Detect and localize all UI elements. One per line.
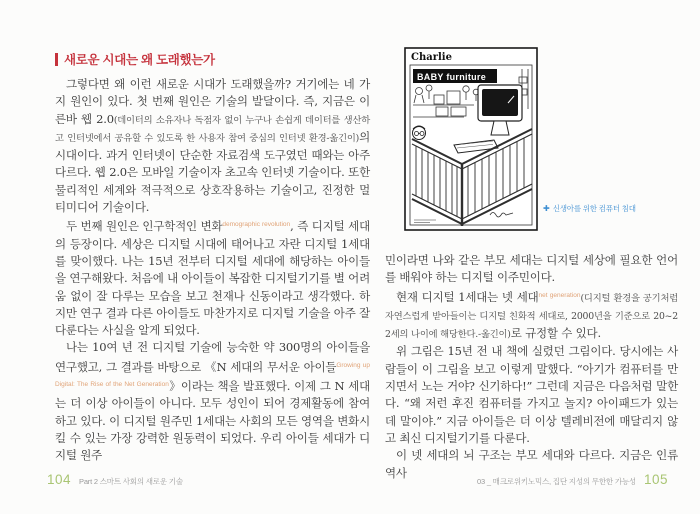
right-page-body: [385, 252, 678, 482]
baby-furniture-sign-text: BABY furniture: [417, 72, 487, 82]
paragraph: [385, 343, 678, 447]
left-page: [55, 50, 370, 465]
text-run-sup: Growing up Digital: The Rise of the Net Generation: [55, 361, 370, 389]
paragraph: [385, 252, 678, 287]
text-run-note: (디지털 환경을 공기처럼 자연스럽게 받아들이는 디지털 친화적 세대로, 2000년을 기준으로 20~22세의 나이에 해당한다.-옮긴이): [385, 292, 679, 341]
right-page-footer: [477, 472, 668, 487]
text-run-n: 의 시대이다. 과거 인터넷이 단순한 자료검색 도구였던 때와는 아주 다르다. 웹 2.0은 모바일 기술이자 초고속 인터넷 기술이다. 또한 물리적인 세계와 적극적으로 상호작용하는 기술이고, 진정한 멀티미디어 기술이다.: [55, 129, 370, 215]
cartoon-onlooker: [413, 126, 426, 140]
text-run-note: (데이터의 소유자나 독점자 없이 누구나 손쉽게 데이터를 생산하고 인터넷에서 공유할 수 있도록 한 사용자 참여 중심의 인터넷 환경-옮긴이): [55, 114, 371, 144]
text-run-sup: net generation: [538, 291, 581, 299]
cartoon-title: Charlie: [411, 52, 452, 63]
section-heading-text: 새로운 시대는 왜 도래했는가: [64, 53, 215, 67]
text-run-n: 현재 디지털 1세대는 넷 세대: [396, 289, 539, 304]
left-footer-section: Part 2 스마트 사회의 새로운 기술: [79, 477, 183, 486]
paragraph: [55, 76, 370, 216]
text-run-n: 이 넷 세대의 뇌 구조는 부모 세대와 다르다. 지금은 인류 역사: [385, 448, 678, 480]
figure-caption: [543, 203, 636, 214]
right-footer-section: 03 _ 매크로위키노믹스, 집단 지성의 무한한 가능성: [477, 477, 636, 486]
left-page-body: [55, 76, 370, 465]
text-run-n: 로 규정할 수 있다.: [510, 326, 601, 341]
text-run-n: 그렇다면 왜 이런 새로운 시대가 도래했을까? 거기에는 네 가지 원인이 있다. 첫 번째 원인은 기술의 발달이다. 즉, 지금은 이른바 웹 2.0: [55, 77, 370, 126]
paragraph: [385, 287, 678, 344]
paragraph: [55, 339, 370, 464]
cartoon-illustration: [404, 47, 538, 231]
text-run-n: 》이라는 책을 발표했다. 이제 그 N 세대는 더 이상 아이들이 아니다. 모두 성인이 되어 경제활동에 참여하고 있다. 이 디지털 원주민 1세대는 사회의 모든 영역을 변화시킬 수 있는 가장 강력한 원동력이 되었다. 우리 아이들 세대가 디지털 원주: [55, 379, 370, 463]
left-page-footer: [47, 472, 183, 487]
figure-caption-text: 신생아를 위한 컴퓨터 침대: [552, 204, 636, 213]
right-page-number: 105: [643, 472, 668, 487]
plus-icon: ✚: [543, 203, 550, 213]
text-run-sup: demographic revolution: [222, 221, 291, 229]
text-run-n: , 즉 디지털 세대의 등장이다. 세상은 디지털 시대에 태어나고 자란 디지털 1세대를 맞이했다. 나는 15년 전부터 디지털 세대에 해당하는 아이들을 연구해왔다. 처음에 내 아이들이 복잡한 디지털기기를 별 어려움 없이 잘 다루는 모습을 보고 천재나 신동이라고 생각했다. 하지만 연구 결과 다른 아이들도 마찬가지로 디지털 기술을 아주 잘 다룬다는 사실을 알게 되었다.: [55, 219, 370, 338]
paragraph: [55, 216, 370, 339]
text-run-n: 민이라면 나와 같은 부모 세대는 디지털 세상에 필요한 언어를 배워야 하는 디지털 이주민이다.: [385, 253, 678, 285]
text-run-n: 위 그림은 15년 전 내 책에 실렸던 그림이다. 당시에는 사람들이 이 그림을 보고 이렇게 말했다. “아기가 컴퓨터를 만지면서 노는 거야? 신기하다!” 그런데 지금은 다음처럼 말한다. “왜 저런 후진 컴퓨터를 가지고 놀지? 아이패드가 있는데 말이야.” 지금 아이들은 더 이상 텔레비전에 매달리지 않고 최신 디지털기기를 다룬다.: [385, 344, 678, 445]
text-run-n: 두 번째 원인은 인구학적인 변화: [66, 219, 223, 234]
heading-accent-bar: [55, 53, 58, 66]
section-heading: [55, 50, 370, 68]
left-page-number: 104: [47, 472, 72, 487]
text-run-n: 나는 10여 년 전 디지털 기술에 능숙한 약 300명의 아이들을 연구했고, 그 결과를 바탕으로 《N 세대의 무서운 아이들: [55, 340, 370, 374]
